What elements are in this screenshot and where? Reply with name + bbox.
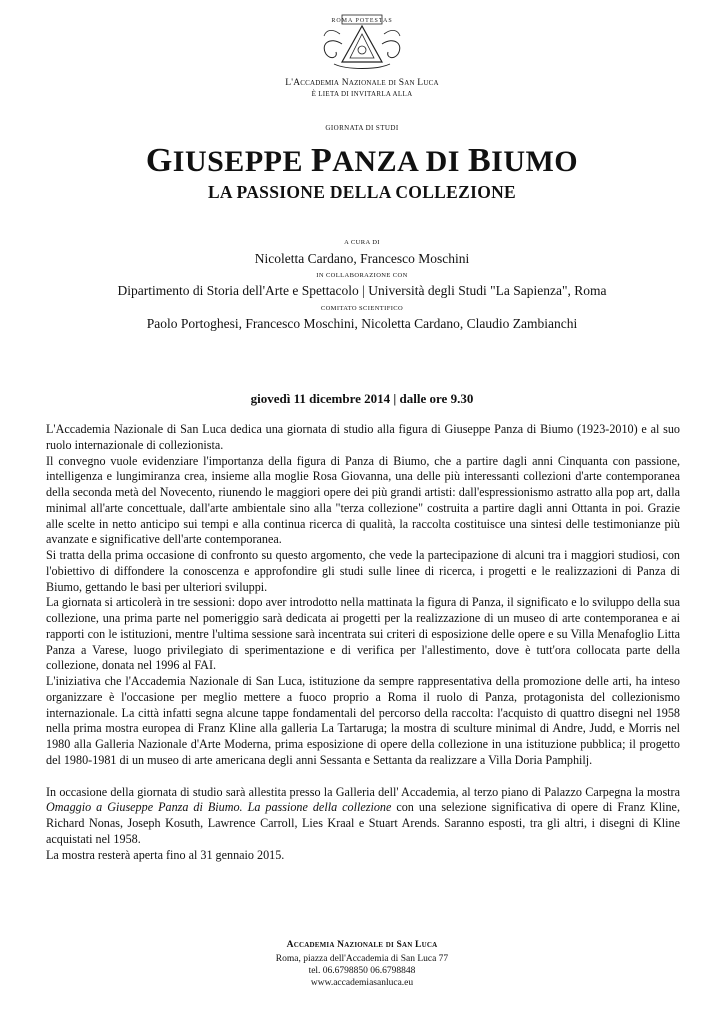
footer-website: www.accademiasanluca.eu (310, 978, 414, 988)
paragraph-conference: Il convegno vuole evidenziare l'importanza della figura di Panza di Biumo, che a partire dagli anni Cinquanta con passione, intelligenza e lungimiranza crea, insieme alla moglie Rosa Giovanna, una delle più interessanti collezioni d'arte contemporanea della seconda metà del Novecento, riunendo le maggiori opere dei più grandi artisti: dall'espressionismo astratto alla pop art, dalla minimal all'arte concettuale, dall'arte ambientale sino alla "terza collezione" costruita a partire dagli anni Ottanta in poi. Grazie alle scelte in netto anticipo sui tempi e alla continua ricerca di qualità, la raccolta costituisce una sintesi delle testimonianze più avanzate e significative dell'arte contemporanea. (46, 453, 680, 547)
exhibition-text-a: In occasione della giornata di studio sarà allestita presso la Galleria dell' Accademia, al terzo piano di Palazzo Carpegna la mostra (46, 784, 680, 799)
paragraph-occasion: Si tratta della prima occasione di confronto su questo argomento, che vede la partecipazione di alcuni tra i maggiori studiosi, con l'obiettivo di diffondere la conoscenza e approfondire gli studi sulle linee di ricerca, i progetti e le realizzazioni di Panza di Biumo, gettando le basi per ulteriori sviluppi. (46, 548, 680, 594)
collaborators: Dipartimento di Storia dell'Arte e Spettacolo | Università degli Studi "La Sapienza", Roma (117, 283, 607, 298)
event-date: giovedì 11 dicembre 2014 | dalle ore 9.30 (250, 391, 474, 406)
paragraph-gap (46, 769, 680, 785)
paragraph-sessions: La giornata si articolerà in tre sessioni: dopo aver introdotto nella mattinata la figura di Panza, il significato e lo sviluppo della sua collezione, una prima parte nel pomeriggio sarà dedicata ai progetti per la realizzazione di un museo di arte contemporanea e ai rapporti con le istituzioni, mentre l'ultima sessione sarà incentrata sui criteri di esposizione delle opere e su Villa Menafoglio Litta Panza a Varese, luogo privilegiato di sperimentazione e di verifica per l'allestimento, dove è tutt'ora collocata parte della collezione, donata nel 1996 al FAI. (46, 595, 680, 673)
inviter-line: L'Accademia Nazionale di San Luca (285, 78, 439, 88)
paragraph-intro: L'Accademia Nazionale di San Luca dedica una giornata di studio alla figura di Giuseppe Panza di Biumo (1923-2010) e al suo ruolo internazionale di collezionista. (46, 422, 680, 452)
footer-address: Roma, piazza dell'Accademia di San Luca 77 (275, 954, 449, 964)
title-part-3: IUMO (491, 145, 579, 178)
invite-line: È LIETA DI INVITARLA ALLA (311, 90, 413, 98)
curated-label: A CURA DI (344, 239, 380, 246)
paragraph-closing: La mostra resterà aperta fino al 31 gennaio 2015. (46, 847, 285, 862)
footer-org: Accademia Nazionale di San Luca (286, 940, 438, 950)
paragraph-exhibition (46, 785, 680, 848)
title-cap-g: G (145, 142, 173, 179)
committee: Paolo Portoghesi, Francesco Moschini, Nicoletta Cardano, Claudio Zambianchi (146, 316, 578, 331)
emblem-lettering: ROMA POTESTAS (331, 18, 393, 24)
title-part-1: IUSEPPE (172, 145, 311, 178)
curators: Nicoletta Cardano, Francesco Moschini (254, 251, 470, 266)
body-text (46, 422, 680, 863)
exhibition-title: Omaggio a Giuseppe Panza di Biumo. La passione della collezione (46, 800, 392, 815)
event-subtitle: LA PASSIONE DELLA COLLEZIONE (207, 182, 517, 202)
committee-label: COMITATO SCIENTIFICO (320, 305, 404, 312)
title-part-2: ANZA DI (332, 145, 468, 178)
title-cap-p: P (310, 142, 333, 179)
paragraph-initiative: L'iniziativa che l'Accademia Nazionale di San Luca, istituzione da sempre rappresentativa della promozione delle arti, ha inteso organizzare è l'occasione per meglio mettere a fuoco proprio a Roma il ruolo di Panza, protagonista del collezionismo internazionale. La città infatti segna alcune tappe fondamentali del percorso della raccolta: l'acquisto di quattro disegni nel 1958 nella prima mostra europea di Franz Kline alla galleria La Tartaruga; la mostra di sculture minimal di Andre, Judd, e Morris nel 1980 alla Galleria Nazionale d'Arte Moderna, prima esposizione di opere della collezione in una istituzione pubblica; il progetto del 1980-1981 di un museo di arte americana degli anni Sessanta e Settanta da realizzare a Villa Doria Pamphilj. (46, 674, 680, 767)
collab-label: IN COLLABORAZIONE CON (316, 272, 408, 279)
event-kind: GIORNATA DI STUDI (325, 124, 399, 132)
title-cap-b: B (467, 142, 492, 179)
footer-phone: tel. 06.6798850 06.6798848 (308, 966, 416, 976)
exhibition-text-b: con una selezione significativa di opere di Franz Kline, Richard Nonas, Joseph Kosuth, Lawrence Carroll, Lies Kraal e Stuart Arends. Saranno esposti, tra gli altri, i disegni di Kline acquistati nel 1958. (46, 800, 680, 846)
academy-emblem-logo (312, 14, 412, 72)
event-title (0, 142, 724, 180)
